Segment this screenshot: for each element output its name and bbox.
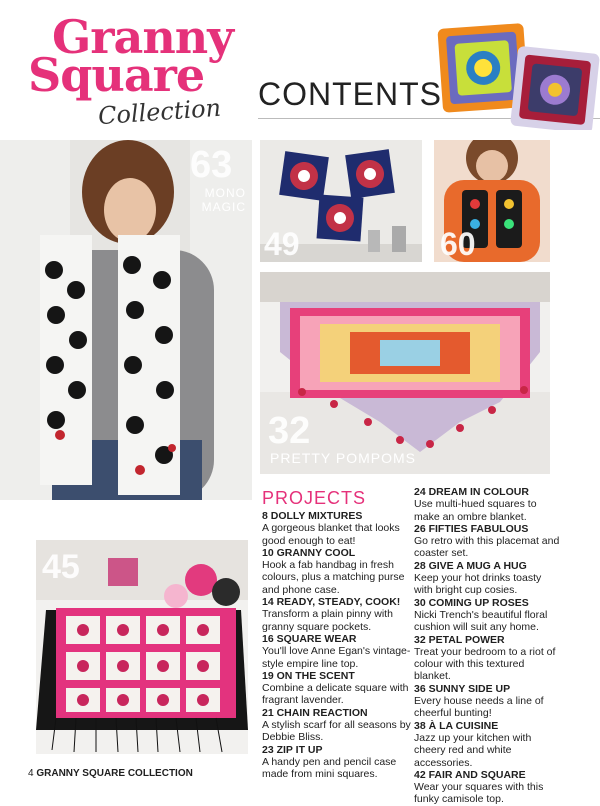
item-desc: Wear your squares with this funky camisole top. <box>414 781 544 806</box>
item-desc: Transform a plain pinny with granny square pockets. <box>262 608 393 633</box>
item-title: 10 GRANNY COOL <box>262 546 356 559</box>
list-item[interactable] <box>262 633 412 670</box>
item-title: 42 FAIR AND SQUARE <box>414 768 526 781</box>
list-item[interactable] <box>414 560 562 597</box>
item-title: 14 READY, STEADY, COOK! <box>262 596 401 609</box>
list-item[interactable] <box>414 486 562 523</box>
list-item[interactable] <box>262 596 412 633</box>
photo-number: 60 <box>440 226 476 262</box>
footer-title: GRANNY SQUARE COLLECTION <box>36 768 193 779</box>
list-item[interactable] <box>414 634 562 683</box>
brand-title-line3: Collection <box>97 93 222 131</box>
item-desc: Go retro with this placemat and coaster set. <box>414 535 560 560</box>
projects-list-right <box>414 486 562 806</box>
item-desc: You'll love Anne Egan's vintage-style empire line top. <box>262 645 411 670</box>
granny-squares-illustration <box>432 20 600 130</box>
item-desc: A stylish scarf for all seasons by Debbie Bliss. <box>262 719 411 744</box>
item-title: 30 COMING UP ROSES <box>414 596 529 609</box>
item-desc: Nicki Trench's beautiful floral cushion will suit any home. <box>414 608 548 634</box>
item-title: 38 À LA CUISINE <box>414 719 499 732</box>
item-title: 36 SUNNY SIDE UP <box>414 682 511 695</box>
item-desc: Use multi-hued squares to make an ombre blanket. <box>414 498 537 523</box>
item-title: 24 DREAM IN COLOUR <box>414 486 529 498</box>
list-item[interactable] <box>414 720 562 769</box>
item-title: 23 ZIP IT UP <box>262 743 323 756</box>
projects-heading: PROJECTS <box>262 488 367 508</box>
projects-list-left <box>262 510 412 781</box>
list-item[interactable] <box>414 769 562 806</box>
photo-mono-magic[interactable] <box>0 140 252 500</box>
item-title: 16 SQUARE WEAR <box>262 632 357 645</box>
item-title: 32 PETAL POWER <box>414 633 505 646</box>
list-item[interactable] <box>262 510 412 547</box>
list-item[interactable] <box>262 670 412 707</box>
item-desc: Treat your bedroom to a riot of colour with this textured blanket. <box>414 645 556 683</box>
page-footer <box>28 768 193 779</box>
list-item[interactable] <box>262 547 412 596</box>
item-desc: Combine a delicate square with fragrant lavender. <box>262 682 409 707</box>
brand-title-line2: Square <box>28 48 205 102</box>
photo-pretty-pompoms[interactable] <box>260 272 550 474</box>
page-number: 4 <box>28 768 34 779</box>
item-title: 21 CHAIN REACTION <box>262 706 368 719</box>
photo-45[interactable] <box>36 540 248 754</box>
photo-49[interactable] <box>260 140 422 262</box>
list-item[interactable] <box>414 683 562 720</box>
brand-title-line1: Granny <box>52 10 233 64</box>
photo-caption: MONO MAGIC <box>201 186 246 214</box>
photo-number: 49 <box>264 226 300 262</box>
item-desc: Hook a fab handbag in fresh colours, plus a matching purse and phone case. <box>262 559 405 596</box>
photo-number: 32 <box>268 410 311 452</box>
photo-number: 45 <box>42 548 80 586</box>
list-item[interactable] <box>262 744 412 781</box>
item-title: 8 DOLLY MIXTURES <box>262 510 363 522</box>
item-desc: Keep your hot drinks toasty with bright cup cosies. <box>414 572 542 597</box>
item-title: 28 GIVE A MUG A HUG <box>414 559 527 572</box>
photo-60[interactable] <box>434 140 550 262</box>
page-title: CONTENTS <box>258 76 442 112</box>
list-item[interactable] <box>414 523 562 560</box>
photo-caption: PRETTY POMPOMS <box>270 450 416 466</box>
item-title: 26 FIFTIES FABULOUS <box>414 522 529 535</box>
item-desc: Jazz up your kitchen with cheery red and white accessories. <box>414 731 532 769</box>
photo-number: 63 <box>190 144 233 186</box>
item-desc: A handy pen and pencil case made from mini squares. <box>262 755 397 781</box>
item-title: 19 ON THE SCENT <box>262 669 355 682</box>
list-item[interactable] <box>262 707 412 744</box>
list-item[interactable] <box>414 597 562 634</box>
item-desc: Every house needs a line of cheerful bunting! <box>414 695 544 720</box>
item-desc: A gorgeous blanket that looks good enough to eat! <box>262 522 400 547</box>
